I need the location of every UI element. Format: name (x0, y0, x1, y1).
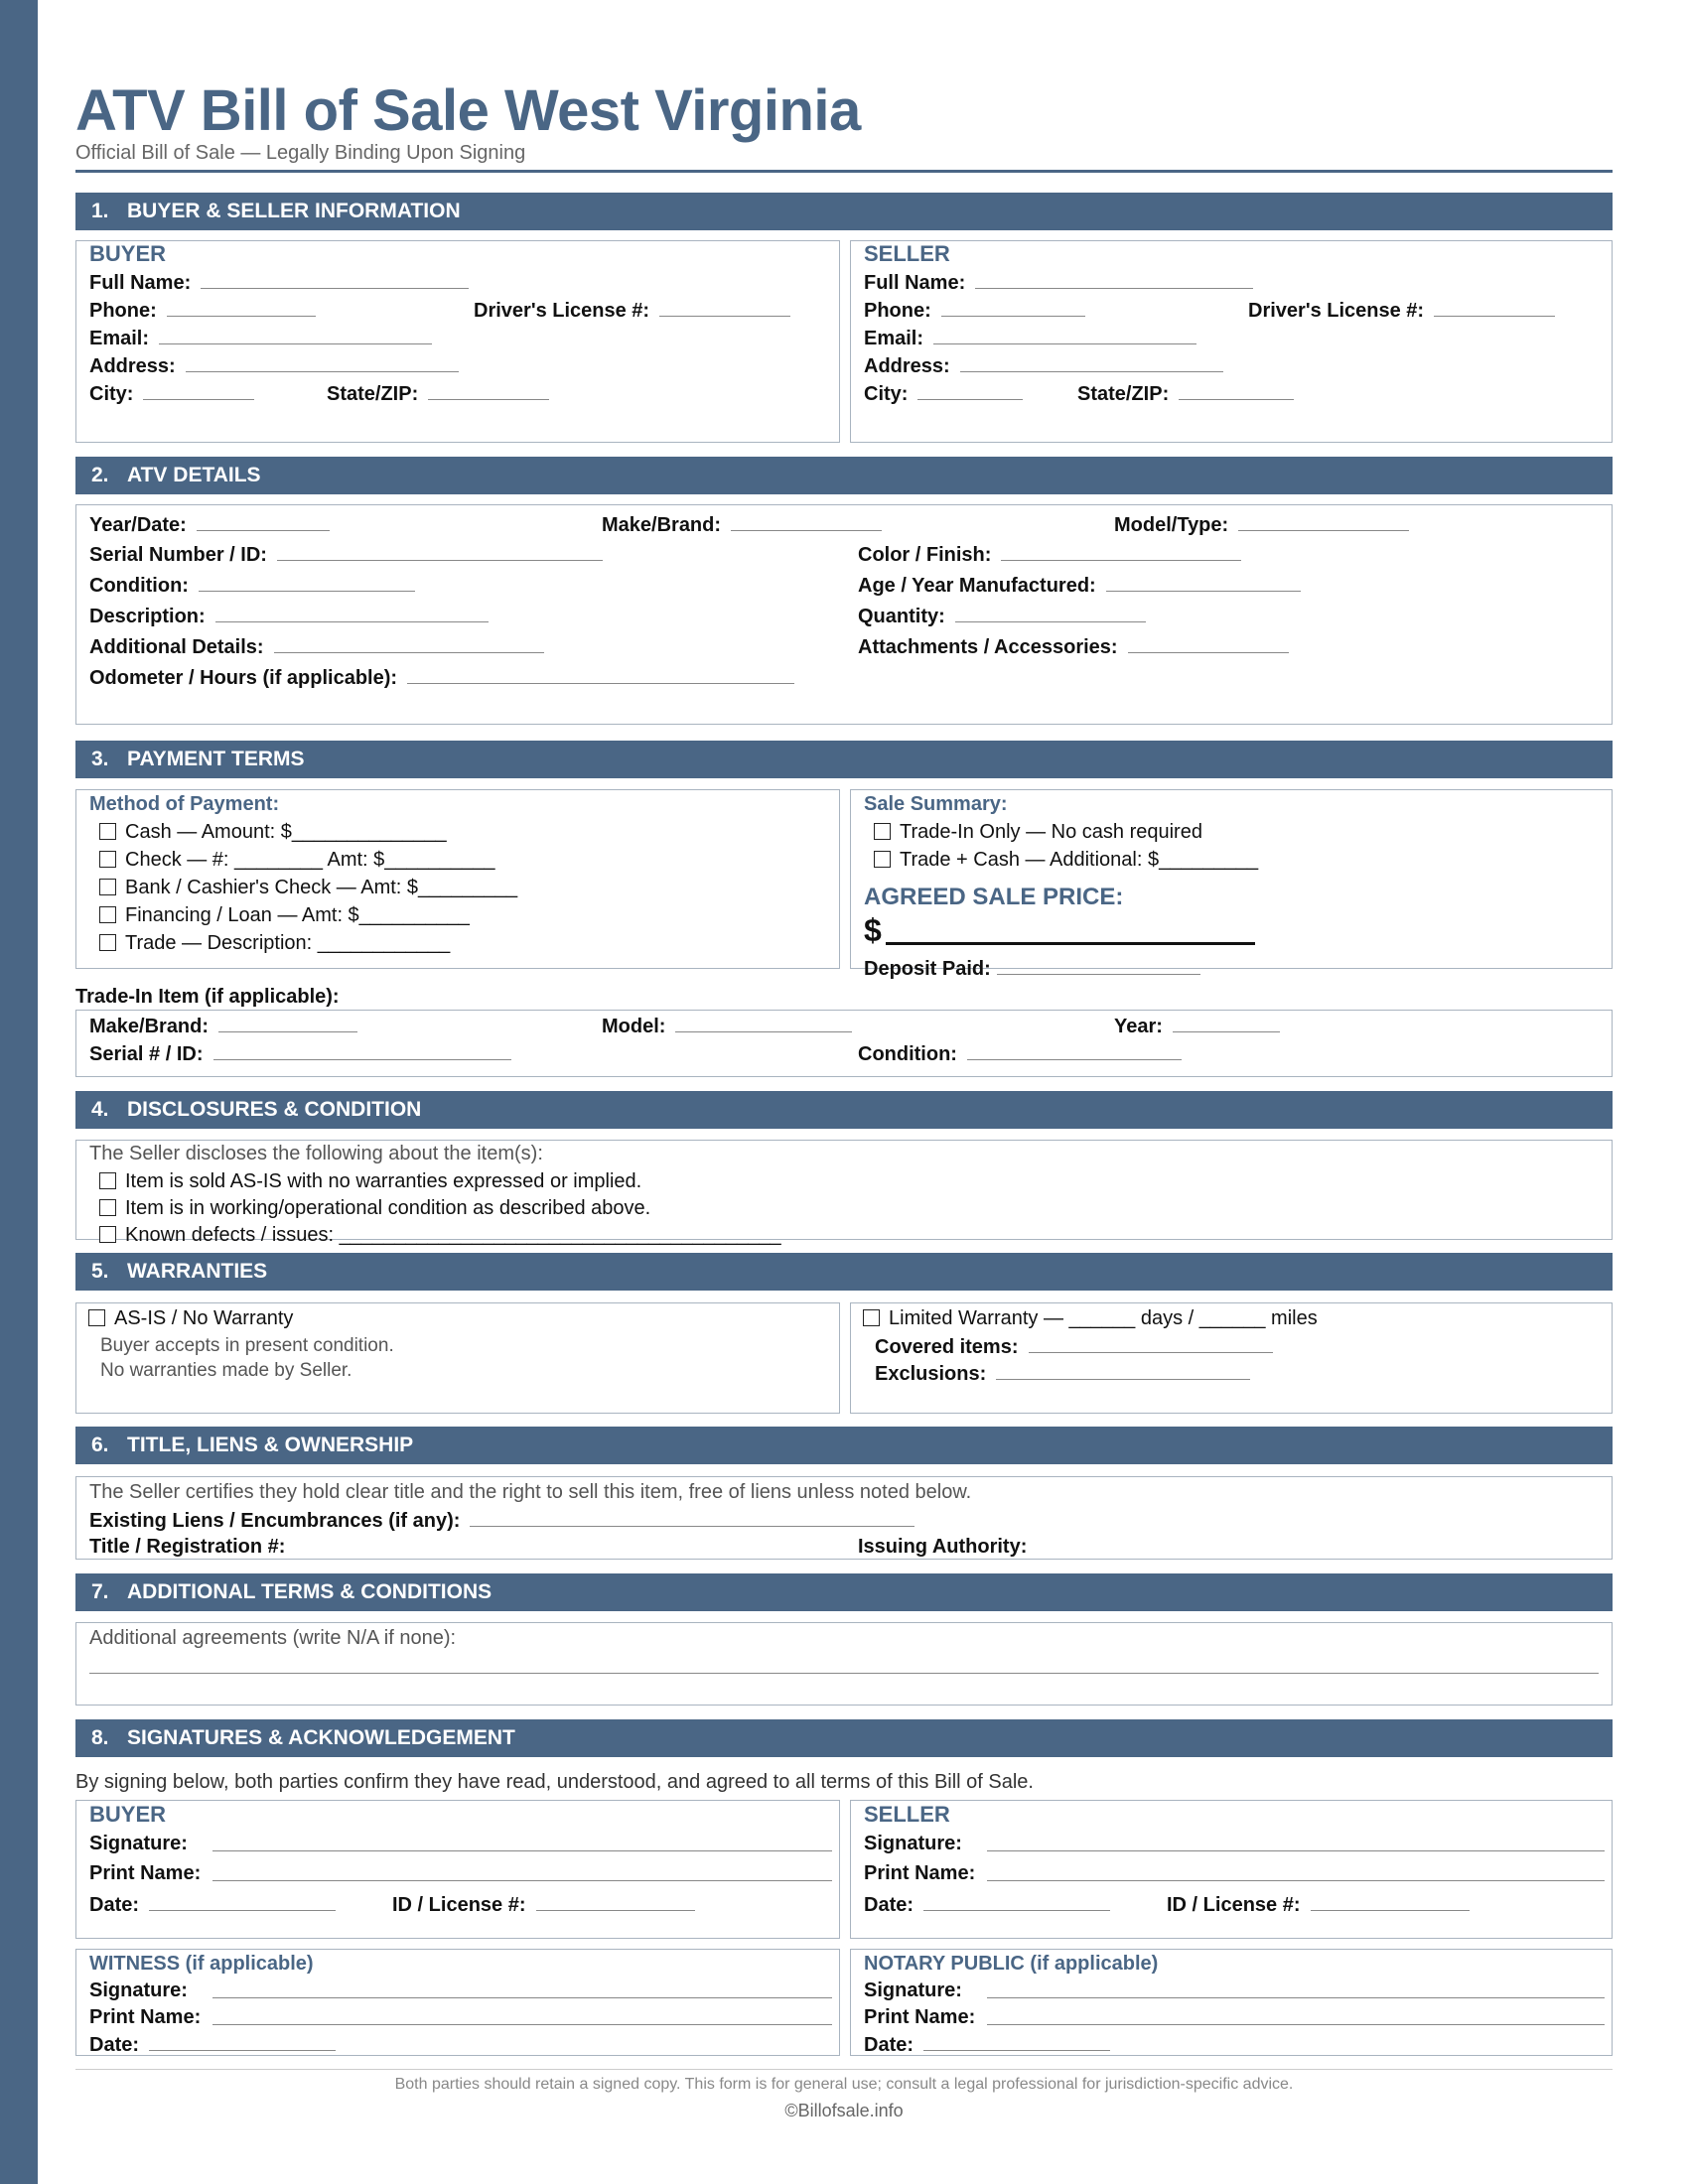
as-is-note-2: No warranties made by Seller. (100, 1360, 352, 1381)
additional-terms-box (75, 1622, 1613, 1706)
buyer-date-field[interactable] (149, 1891, 336, 1911)
buyer-full-name-row: Full Name: (89, 269, 469, 295)
section-header-buyer-seller: 1. BUYER & SELLER INFORMATION (75, 193, 1613, 230)
issuing-authority-row: Issuing Authority: (858, 1536, 1028, 1558)
notary-heading: NOTARY PUBLIC (if applicable) (864, 1953, 1159, 1975)
title-liens-box (75, 1476, 1613, 1560)
footer-divider (75, 2069, 1613, 2070)
tradein-make-field[interactable] (218, 1013, 357, 1032)
tradein-serial-row: Serial # / ID: (89, 1040, 511, 1066)
odometer-field[interactable] (407, 664, 794, 684)
seller-statezip-field[interactable] (1179, 380, 1294, 400)
model-type-field[interactable] (1238, 511, 1409, 531)
witness-print-name-row: Print Name: (89, 2006, 202, 2028)
seller-address-row: Address: (864, 352, 1223, 378)
as-is-warranty-box (75, 1302, 840, 1414)
payment-check-option[interactable]: Check — #: ________ Amt: $__________ (99, 847, 495, 873)
covered-items-field[interactable] (1029, 1333, 1273, 1353)
section-header-additional-terms: 7. ADDITIONAL TERMS & CONDITIONS (75, 1573, 1613, 1611)
limited-warranty-box (850, 1302, 1613, 1414)
seller-city-row: City: (864, 380, 1023, 406)
payment-cash-option[interactable]: Cash — Amount: $______________ (99, 819, 447, 845)
buyer-city-field[interactable] (143, 380, 254, 400)
tradein-year-field[interactable] (1173, 1013, 1280, 1032)
title-divider (75, 170, 1613, 173)
seller-id-field[interactable] (1311, 1891, 1470, 1911)
buyer-info-box (75, 240, 840, 443)
seller-email-row: Email: (864, 325, 1196, 350)
title-certify-text: The Seller certifies they hold clear title and the right to sell this item, free of liens unless noted below. (89, 1481, 972, 1503)
section-header-signatures: 8. SIGNATURES & ACKNOWLEDGEMENT (75, 1719, 1613, 1757)
attachments-field[interactable] (1128, 633, 1289, 653)
odometer-row: Odometer / Hours (if applicable): (89, 664, 794, 690)
description-field[interactable] (215, 603, 489, 622)
seller-statezip-row: State/ZIP: (1077, 380, 1294, 406)
exclusions-row: Exclusions: (875, 1360, 1250, 1386)
year-date-row: Year/Date: (89, 511, 330, 537)
additional-details-row: Additional Details: (89, 633, 544, 659)
buyer-signature-box (75, 1800, 840, 1939)
seller-print-name-row: Print Name: (864, 1862, 976, 1884)
notary-print-name-field[interactable] (987, 2024, 1605, 2025)
payment-financing-option[interactable]: Financing / Loan — Amt: $__________ (99, 902, 470, 928)
age-field[interactable] (1106, 572, 1301, 592)
buyer-phone-row: Phone: (89, 297, 316, 323)
payment-trade-option[interactable]: Trade — Description: ____________ (99, 930, 450, 956)
bank-checkbox[interactable] (99, 879, 116, 895)
page-title: ATV Bill of Sale West Virginia (75, 78, 861, 143)
seller-phone-row: Phone: (864, 297, 1085, 323)
seller-full-name-field[interactable] (975, 269, 1253, 289)
buyer-date-row: Date: (89, 1891, 336, 1917)
seller-signature-heading: SELLER (864, 1802, 950, 1827)
section-header-atv-details: 2. ATV DETAILS (75, 457, 1613, 494)
tradein-make-row: Make/Brand: (89, 1013, 357, 1038)
buyer-city-row: City: (89, 380, 254, 406)
section-header-title-liens: 6. TITLE, LIENS & OWNERSHIP (75, 1427, 1613, 1464)
witness-signature-field[interactable] (212, 1997, 832, 1998)
make-brand-row: Make/Brand: (602, 511, 882, 537)
trade-checkbox[interactable] (99, 934, 116, 951)
disclosures-box (75, 1140, 1613, 1246)
seller-date-row: Date: (864, 1891, 1110, 1917)
buyer-signature-field[interactable] (212, 1850, 832, 1851)
tradein-condition-field[interactable] (967, 1040, 1182, 1060)
buyer-id-field[interactable] (536, 1891, 695, 1911)
seller-date-field[interactable] (923, 1891, 1110, 1911)
additional-terms-prompt: Additional agreements (write N/A if none): (89, 1627, 457, 1649)
section-header-payment-terms: 3. PAYMENT TERMS (75, 741, 1613, 778)
sale-summary-heading: Sale Summary: (864, 793, 1008, 815)
check-checkbox[interactable] (99, 851, 116, 868)
buyer-statezip-row: State/ZIP: (327, 380, 549, 406)
seller-signature-field[interactable] (987, 1850, 1605, 1851)
witness-box (75, 1949, 840, 2056)
exclusions-field[interactable] (996, 1360, 1250, 1380)
disclosure-working-option[interactable]: Item is in working/operational condition as described above. (99, 1195, 650, 1221)
existing-liens-field[interactable] (470, 1507, 914, 1527)
as-is-warranty-option[interactable]: AS-IS / No Warranty (88, 1305, 293, 1331)
condition-field[interactable] (199, 572, 415, 592)
seller-id-row: ID / License #: (1167, 1891, 1470, 1917)
defects-checkbox[interactable] (99, 1226, 116, 1243)
buyer-email-row: Email: (89, 325, 432, 350)
atv-details-box (75, 504, 1613, 725)
buyer-print-name-field[interactable] (212, 1880, 832, 1881)
limited-warranty-option[interactable]: Limited Warranty — ______ days / ______ miles (863, 1305, 1318, 1331)
seller-print-name-field[interactable] (987, 1880, 1605, 1881)
seller-license-field[interactable] (1434, 297, 1555, 317)
color-finish-field[interactable] (1001, 541, 1241, 561)
notary-print-name-row: Print Name: (864, 2006, 976, 2028)
seller-heading: SELLER (864, 241, 950, 266)
buyer-address-row: Address: (89, 352, 459, 378)
title-registration-row: Title / Registration #: (89, 1536, 286, 1558)
year-date-field[interactable] (197, 511, 330, 531)
footer-note: Both parties should retain a signed copy. This form is for general use; consult a legal professional for jurisdiction-specific advice. (394, 2076, 1294, 2093)
additional-terms-field[interactable] (89, 1673, 1599, 1674)
payment-method-heading: Method of Payment: (89, 793, 280, 815)
buyer-full-name-field[interactable] (201, 269, 469, 289)
tradein-year-row: Year: (1114, 1013, 1280, 1038)
witness-date-row: Date: (89, 2031, 336, 2057)
notary-date-field[interactable] (923, 2031, 1110, 2051)
condition-row: Condition: (89, 572, 415, 598)
disclosures-intro: The Seller discloses the following about the item(s): (89, 1143, 543, 1164)
trade-only-checkbox[interactable] (874, 823, 891, 840)
trade-only-option[interactable]: Trade-In Only — No cash required (874, 819, 1202, 845)
seller-address-field[interactable] (960, 352, 1223, 372)
description-row: Description: (89, 603, 489, 628)
deposit-paid-field[interactable] (997, 951, 1200, 975)
buyer-print-name-row: Print Name: (89, 1862, 202, 1884)
tradein-condition-row: Condition: (858, 1040, 1182, 1066)
tradein-serial-field[interactable] (213, 1040, 511, 1060)
sale-summary-box (850, 789, 1613, 980)
seller-city-field[interactable] (917, 380, 1023, 400)
cash-checkbox[interactable] (99, 823, 116, 840)
disclosure-defects-option[interactable]: Known defects / issues: ________________________________________ (99, 1222, 781, 1248)
buyer-license-row: Driver's License #: (474, 297, 790, 323)
as-is-note-1: Buyer accepts in present condition. (100, 1335, 394, 1356)
agreed-sale-price-heading: AGREED SALE PRICE: (864, 884, 1124, 910)
tradein-model-row: Model: (602, 1013, 852, 1038)
buyer-phone-field[interactable] (167, 297, 316, 317)
quantity-row: Quantity: (858, 603, 1146, 628)
notary-signature-field[interactable] (987, 1997, 1605, 1998)
witness-date-field[interactable] (149, 2031, 336, 2051)
seller-full-name-row: Full Name: (864, 269, 1253, 295)
buyer-signature-row: Signature: (89, 1833, 188, 1854)
buyer-email-field[interactable] (159, 325, 432, 344)
as-is-checkbox[interactable] (99, 1172, 116, 1189)
working-checkbox[interactable] (99, 1199, 116, 1216)
page-subtitle: Official Bill of Sale — Legally Binding Upon Signing (75, 142, 526, 164)
disclosure-as-is-option[interactable]: Item is sold AS-IS with no warranties expressed or implied. (99, 1168, 641, 1194)
agreed-sale-price-field[interactable] (886, 942, 1255, 945)
buyer-id-row: ID / License #: (392, 1891, 695, 1917)
witness-signature-row: Signature: (89, 1979, 188, 2001)
tradein-box (75, 1010, 1613, 1077)
existing-liens-row: Existing Liens / Encumbrances (if any): (89, 1507, 914, 1533)
notary-signature-row: Signature: (864, 1979, 962, 2001)
buyer-signature-heading: BUYER (89, 1802, 167, 1827)
serial-number-field[interactable] (277, 541, 603, 561)
limited-warranty-checkbox[interactable] (863, 1309, 880, 1326)
covered-items-row: Covered items: (875, 1333, 1273, 1359)
serial-number-row: Serial Number / ID: (89, 541, 603, 567)
tradein-model-field[interactable] (675, 1013, 852, 1032)
notary-date-row: Date: (864, 2031, 1110, 2057)
payment-method-box (75, 789, 840, 969)
trade-cash-option[interactable]: Trade + Cash — Additional: $_________ (874, 847, 1258, 873)
witness-print-name-field[interactable] (212, 2024, 832, 2025)
financing-checkbox[interactable] (99, 906, 116, 923)
deposit-paid-row: Deposit Paid: (864, 951, 1200, 977)
notary-box (850, 1949, 1613, 2056)
seller-info-box (850, 240, 1613, 443)
buyer-address-field[interactable] (186, 352, 459, 372)
additional-details-field[interactable] (274, 633, 544, 653)
agreed-sale-price-dollar: $ (864, 912, 882, 948)
trade-cash-checkbox[interactable] (874, 851, 891, 868)
model-type-row: Model/Type: (1114, 511, 1409, 537)
make-brand-field[interactable] (731, 511, 882, 531)
signatures-intro: By signing below, both parties confirm they have read, understood, and agreed to all terms of this Bill of Sale. (75, 1771, 1034, 1793)
color-finish-row: Color / Finish: (858, 541, 1241, 567)
seller-email-field[interactable] (933, 325, 1196, 344)
tradein-heading: Trade-In Item (if applicable): (75, 986, 340, 1008)
buyer-heading: BUYER (89, 241, 167, 266)
section-header-disclosures: 4. DISCLOSURES & CONDITION (75, 1091, 1613, 1129)
seller-phone-field[interactable] (941, 297, 1085, 317)
witness-heading: WITNESS (if applicable) (89, 1953, 314, 1975)
seller-signature-box (850, 1800, 1613, 1939)
seller-signature-row: Signature: (864, 1833, 962, 1854)
attachments-row: Attachments / Accessories: (858, 633, 1289, 659)
payment-bank-option[interactable]: Bank / Cashier's Check — Amt: $_________ (99, 875, 517, 900)
as-is-warranty-checkbox[interactable] (88, 1309, 105, 1326)
seller-license-row: Driver's License #: (1248, 297, 1555, 323)
section-header-warranties: 5. WARRANTIES (75, 1253, 1613, 1291)
footer-copyright: ©Billofsale.info (784, 2101, 904, 2120)
buyer-statezip-field[interactable] (428, 380, 549, 400)
buyer-license-field[interactable] (659, 297, 790, 317)
left-accent-bar (0, 0, 38, 2184)
age-row: Age / Year Manufactured: (858, 572, 1301, 598)
quantity-field[interactable] (955, 603, 1146, 622)
